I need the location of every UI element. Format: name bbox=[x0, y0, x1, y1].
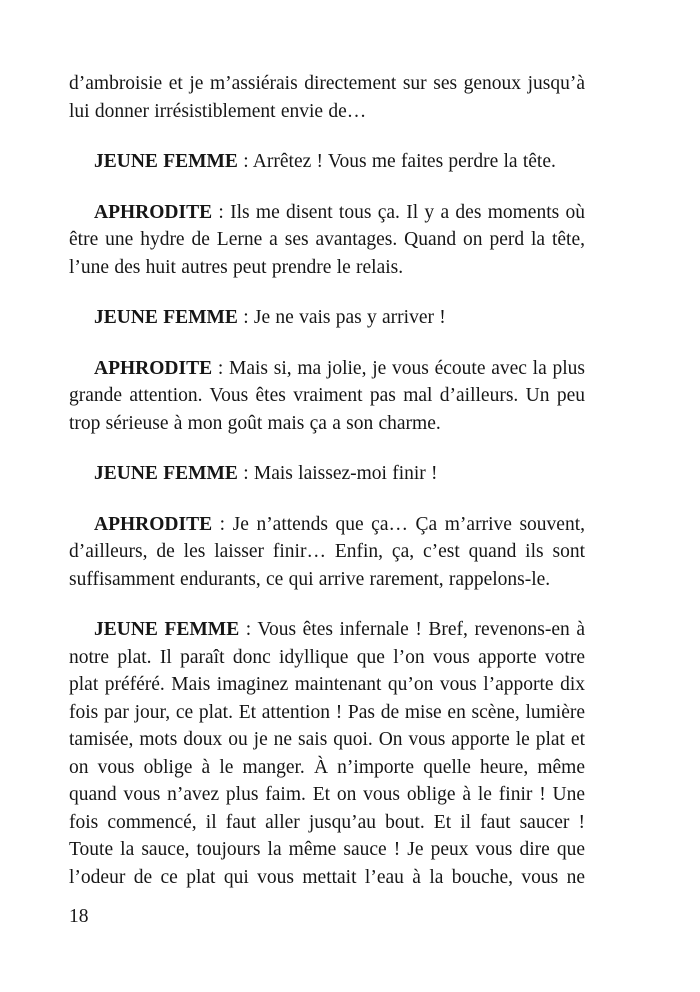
dialogue-paragraph bbox=[69, 199, 585, 282]
speaker-name: JEUNE FEMME bbox=[94, 619, 240, 640]
dialogue-paragraph-continuation bbox=[69, 70, 585, 125]
dialogue-paragraph bbox=[69, 616, 585, 891]
speech-text: : Ils me disent tous ça. Il y a des moments où être une hydre de Lerne a ses avantages. Quand on perd la tête, l’une des huit autres peut prendre le relais. bbox=[69, 201, 585, 278]
dialogue-paragraph bbox=[69, 511, 585, 594]
speaker-name: JEUNE FEMME bbox=[94, 151, 238, 172]
dialogue-paragraph bbox=[69, 355, 585, 438]
speech-text: : Vous êtes infernale ! Bref, revenons-en à notre plat. Il paraît donc idyllique que l’on vous apporte votre plat préféré. Mais imaginez maintenant qu’on vous l’apporte dix fois par jour, ce plat. Et attention ! Pas de mise en scène, lumière tamisée, mots doux ou je ne sais quoi. On vous apporte le plat et on vous oblige à le manger. À n’importe quelle heure, même quand vous n’avez plus faim. Et on vous oblige à le finir ! Une fois commencé, il faut aller jusqu’au bout. Et il faut saucer ! Toute la sauce, toujours la même sauce ! Je peux vous dire que l’odeur de ce plat qui vous mettait l’eau à la bouche, vous ne bbox=[69, 619, 585, 888]
dialogue-paragraph bbox=[69, 460, 585, 488]
speaker-name: APHRODITE bbox=[94, 513, 213, 535]
speech-text: : Mais si, ma jolie, je vous écoute avec la plus grande attention. Vous êtes vraiment pas mal d’ailleurs. Un peu trop sérieuse à mon goût mais ça a son charme. bbox=[69, 357, 585, 434]
speaker-name: JEUNE FEMME bbox=[94, 463, 238, 484]
speech-text: : Je ne vais pas y arriver ! bbox=[237, 307, 446, 328]
speaker-name: APHRODITE bbox=[94, 357, 213, 379]
dialogue-paragraph bbox=[69, 148, 585, 176]
speech-text: d’ambroisie et je m’assiérais directement sur ses genoux jusqu’à lui donner irrésistiblement envie de… bbox=[69, 73, 585, 122]
speaker-name: APHRODITE bbox=[94, 201, 213, 223]
speech-text: : Je n’attends que ça… Ça m’arrive souvent, d’ailleurs, de les laisser finir… Enfin, ça, c’est quand ils sont suffisamment endurants, ce qui arrive rarement, rappelons-le. bbox=[69, 513, 585, 590]
dialogue-paragraph bbox=[69, 304, 585, 332]
speech-text: : Arrêtez ! Vous me faites perdre la tête. bbox=[237, 151, 556, 172]
page-number: 18 bbox=[69, 906, 89, 927]
speech-text: : Mais laissez-moi finir ! bbox=[237, 463, 438, 484]
dialogue-text-block bbox=[69, 70, 585, 891]
speaker-name: JEUNE FEMME bbox=[94, 307, 238, 328]
